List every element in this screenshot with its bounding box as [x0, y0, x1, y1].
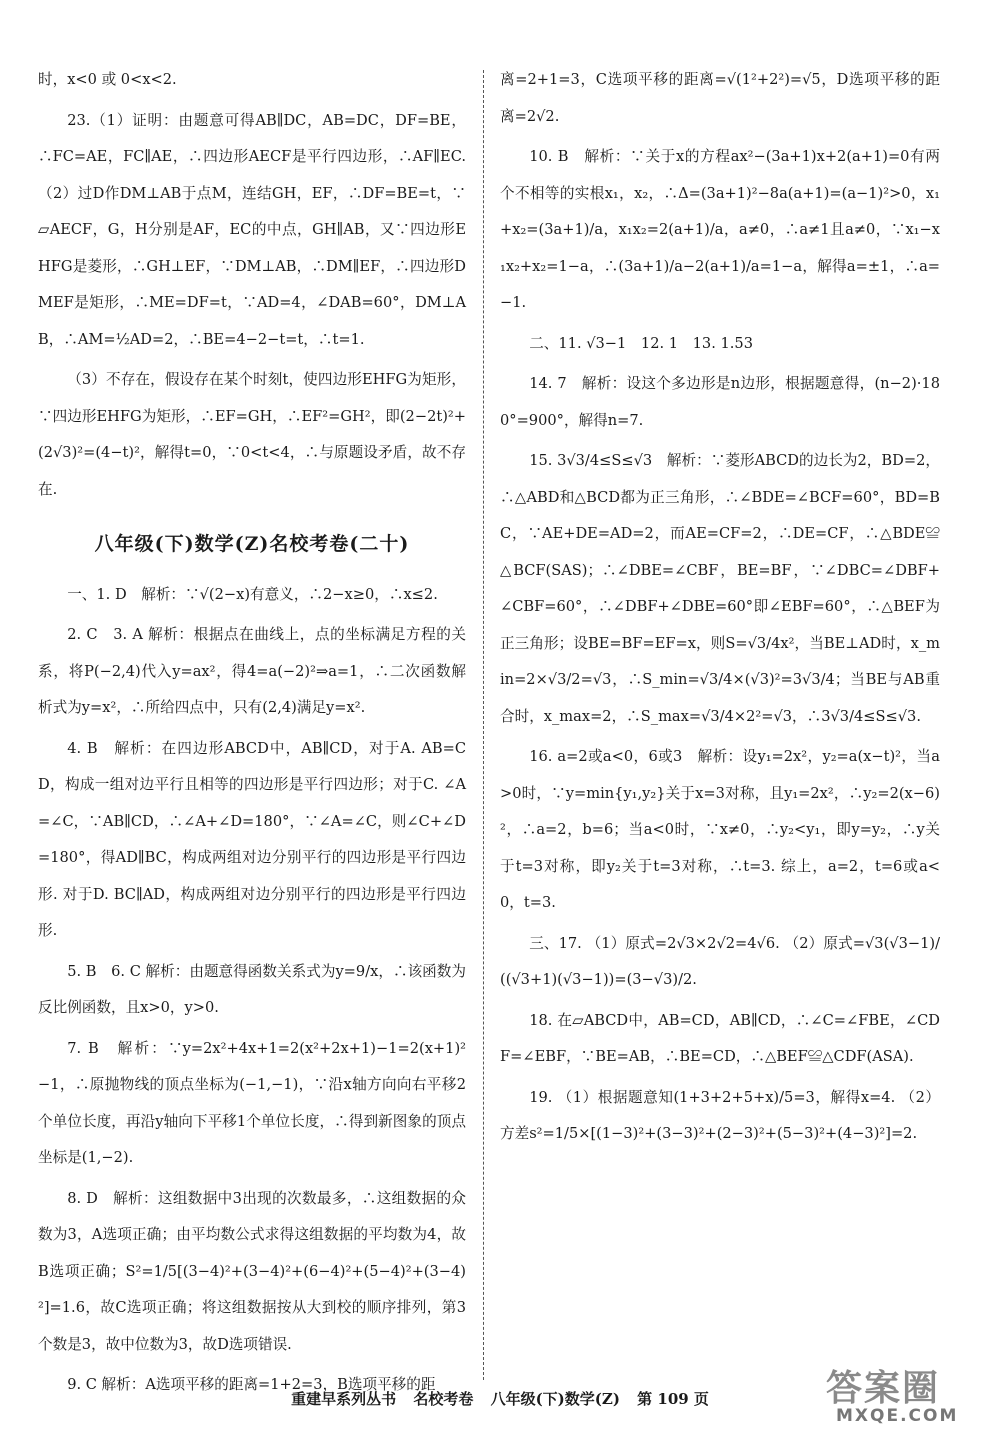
text-paragraph: （3）不存在，假设存在某个时刻t，使四边形EHFG为矩形，∵四边形EHFG为矩形，∴EF=GH，∴EF²=GH²，即(2−2t)²+(2√3)²=(4−t)²，解得t=0，∵0<t<4，∴与原题设矛盾，故不存在. — [38, 371, 466, 498]
watermark-logo — [826, 1360, 966, 1432]
text-paragraph: 8. D 解析：这组数据中3出现的次数最多，∴这组数据的众数为3，A选项正确；由平均数公式求得这组数据的平均数为4，故B选项正确；S²=1/5[(3−4)²+(3−4)²+(6−4)²+(5−4)²+(3−4)²]=1.6，故C选项正确；将这组数据按从大到校的顺序排列，第3个数是3，故中位数为3，故D选项错误. — [38, 1189, 466, 1353]
text-paragraph: 5. B 6. C 解析：由题意得函数关系式为y=9/x，∴该函数为反比例函数，且x>0，y>0. — [38, 962, 466, 1016]
section-title: 八年级(下)数学(Z)名校考卷(二十) — [94, 533, 410, 555]
text-paragraph: 15. 3√3/4≤S≤√3 解析：∵菱形ABCD的边长为2，BD=2，∴△ABD和△BCD都为正三角形，∴∠BDE=∠BCF=60°，BD=BC，∵AE+DE=AD=2，而AE=CF=2，∴DE=CF，∴△BDE≌△BCF(SAS)；∴∠DBE=∠CBF，BE=BF，∵∠DBC=∠DBF+∠CBF=60°，∴∠DBF+∠DBE=60°即∠EBF=60°，∴△BEF为正三角形；设BE=BF=EF=x，则S=√3/4x²，当BE⊥AD时，x_min=2×√3/2=√3，∴S_min=√3/4×(√3)²=3√3/4；当BE与AB重合时，x_max=2，∴S_max=√3/4×2²=√3，∴3√3/4≤S≤√3. — [500, 452, 940, 725]
text-paragraph: 二、11. √3−1 12. 1 13. 1.53 — [529, 334, 753, 352]
footer-book: 名校考卷 — [413, 1390, 474, 1408]
text-paragraph: 23.（1）证明：由题意可得AB∥DC，AB=DC，DF=BE，∴FC=AE，FC∥AE，∴四边形AECF是平行四边形，∴AF∥EC. （2）过D作DM⊥AB于点M，连结GH，EF，∴DF=BE=t，∵▱AECF，G，H分别是AF，EC的中点，GH∥AB，又∵四边形EHFG是菱形，∴GH⊥EF，∵DM⊥AB，∴DM∥EF，∴四边形DMEF是矩形，∴ME=DF=t，∵AD=4，∠DAB=60°，DM⊥AB，∴AM=½AD=2，∴BE=4−2−t=t，∴t=1. — [38, 111, 466, 348]
watermark-sub: MXQE.COM — [836, 1406, 959, 1426]
column-divider — [483, 70, 484, 1380]
watermark-main: 答案圈 — [826, 1368, 941, 1409]
left-column — [38, 62, 466, 1408]
text-paragraph: 2. C 3. A 解析：根据点在曲线上，点的坐标满足方程的关系，将P(−2,4)代入y=ax²，得4=a(−2)²⇒a=1，∴二次函数解析式为y=x²，∴所给四点中，只有(2,4)满足y=x². — [38, 626, 466, 716]
text-paragraph: 7. B 解析：∵y=2x²+4x+1=2(x²+2x+1)−1=2(x+1)²−1，∴原抛物线的顶点坐标为(−1,−1)，∵沿x轴方向向右平移2个单位长度，再沿y轴向下平移1个单位长度，∴得到新图象的顶点坐标是(1,−2). — [38, 1039, 466, 1166]
text-paragraph: 16. a=2或a<0，6或3 解析：设y₁=2x²，y₂=a(x−t)²，当a>0时，∵y=min{y₁,y₂}关于x=3对称，且y₁=2x²，∴y₂=2(x−6)²，∴a=2，b=6；当a<0时，∵x≠0，∴y₂<y₁，即y=y₂，∴y关于t=3对称，即y₂关于t=3对称，∴t=3. 综上，a=2，t=6或a<0，t=3. — [500, 748, 940, 911]
text-paragraph: 10. B 解析：∵关于x的方程ax²−(3a+1)x+2(a+1)=0有两个不相等的实根x₁，x₂，∴Δ=(3a+1)²−8a(a+1)=(a−1)²>0，x₁+x₂=(3a+1)/a，x₁x₂=2(a+1)/a，a≠0，∴a≠1且a≠0，∵x₁−x₁x₂+x₂=1−a，∴(3a+1)/a−2(a+1)/a=1−a，解得a=±1，∴a=−1. — [500, 148, 940, 311]
text-paragraph: 14. 7 解析：设这个多边形是n边形，根据题意得，(n−2)·180°=900°，解得n=7. — [500, 375, 940, 429]
footer-page-number: 第 109 页 — [637, 1390, 709, 1408]
footer-grade: 八年级(下)数学(Z) — [490, 1390, 620, 1408]
text-paragraph: 一、1. D 解析：∵√(2−x)有意义，∴2−x≥0，∴x≤2. — [67, 585, 438, 603]
text-paragraph: 18. 在▱ABCD中，AB=CD，AB∥CD，∴∠C=∠FBE，∠CDF=∠EBF，∵BE=AB，∴BE=CD，∴△BEF≌△CDF(ASA). — [500, 1011, 940, 1065]
text-paragraph: 三、17. （1）原式=2√3×2√2=4√6. （2）原式=√3(√3−1)/((√3+1)(√3−1))=(3−√3)/2. — [500, 934, 940, 988]
text-paragraph: 9. C 解析：A选项平移的距离=1+2=3，B选项平移的距 — [67, 1376, 436, 1393]
text-paragraph: 时，x<0 或 0<x<2. — [38, 71, 177, 88]
text-paragraph: 19. （1）根据题意知(1+3+2+5+x)/5=3，解得x=4. （2）方差s²=1/5×[(1−3)²+(3−3)²+(2−3)²+(5−3)²+(4−3)²]=2. — [500, 1088, 940, 1142]
right-column — [500, 62, 940, 1157]
footer-series: 重建早系列丛书 — [291, 1390, 397, 1408]
text-paragraph: 离=2+1=3，C选项平移的距离=√(1²+2²)=√5，D选项平移的距离=2√2. — [500, 71, 940, 125]
text-paragraph: 4. B 解析：在四边形ABCD中，AB∥CD，对于A. AB=CD，构成一组对边平行且相等的四边形是平行四边形；对于C. ∠A=∠C，∵AB∥CD，∴∠A+∠D=180°，∵∠A=∠C，则∠C+∠D=180°，得AD∥BC，构成两组对边分别平行的四边形是平行四边形. 对于D. BC∥AD，构成两组对边分别平行的四边形是平行四边形. — [38, 739, 466, 939]
